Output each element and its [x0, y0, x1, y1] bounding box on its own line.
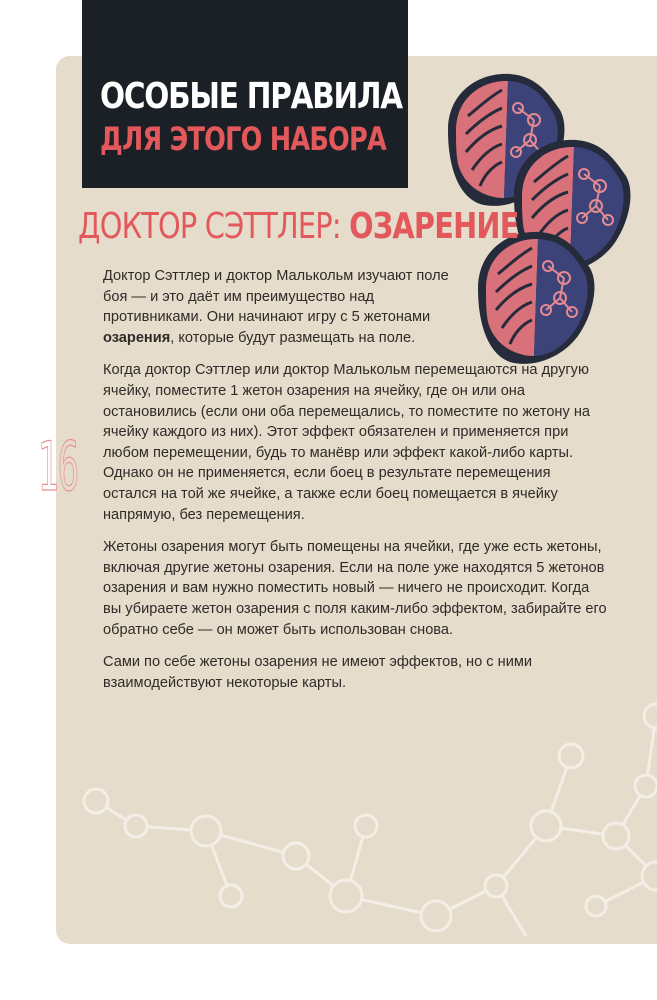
section-heading — [78, 206, 519, 247]
page-subtitle: ДЛЯ ЭТОГО НАБОРА — [100, 120, 386, 158]
page-number: 16 — [38, 428, 78, 507]
section-heading-bold: ОЗАРЕНИЕ — [349, 206, 519, 247]
keyword-insight: озарения — [103, 329, 171, 346]
paragraph-limits: Жетоны озарения могут быть помещены на ячейки, где уже есть жетоны, включая другие жетоны озарения. Если на поле уже находятся 5 жетонов озарения и вам нужно поместить новый — ничего не происходит. Когда вы убираете жетон озарения с поля каким-либо эффектом, забирайте его обратно себе — он может быть использован снова. — [103, 539, 607, 638]
section-heading-regular: ДОКТОР СЭТТЛЕР: — [78, 206, 350, 247]
paragraph-effects: Сами по себе жетоны озарения не имеют эффектов, но с ними взаимодействуют некоторые карты. — [103, 654, 533, 691]
paragraph-placement: Когда доктор Сэттлер или доктор Малькольм перемещаются на другую ячейку, поместите 1 жетон озарения на ячейку, где он или она остановились (если они оба перемещались, то поместите по жетону на ячейку каждого из них). Этот эффект обязателен и применяется при любом перемещении, будь то манёвр или эффект какой-либо карты. Однако он не применяется, если боец в результате перемещения остался на той же ячейке, а также если боец помещается в ячейку напрямую, без перемещения. — [103, 362, 591, 523]
paragraph-intro: Доктор Сэттлер и доктор Малькольм изучают поле боя — и это даёт им преимущество над противниками. Они начинают игру с 5 жетонами озарения, которые будут размещать на поле. — [103, 268, 449, 346]
page-title: ОСОБЫЕ ПРАВИЛА — [100, 76, 402, 117]
rules-text — [103, 266, 608, 705]
header-box — [82, 0, 408, 188]
